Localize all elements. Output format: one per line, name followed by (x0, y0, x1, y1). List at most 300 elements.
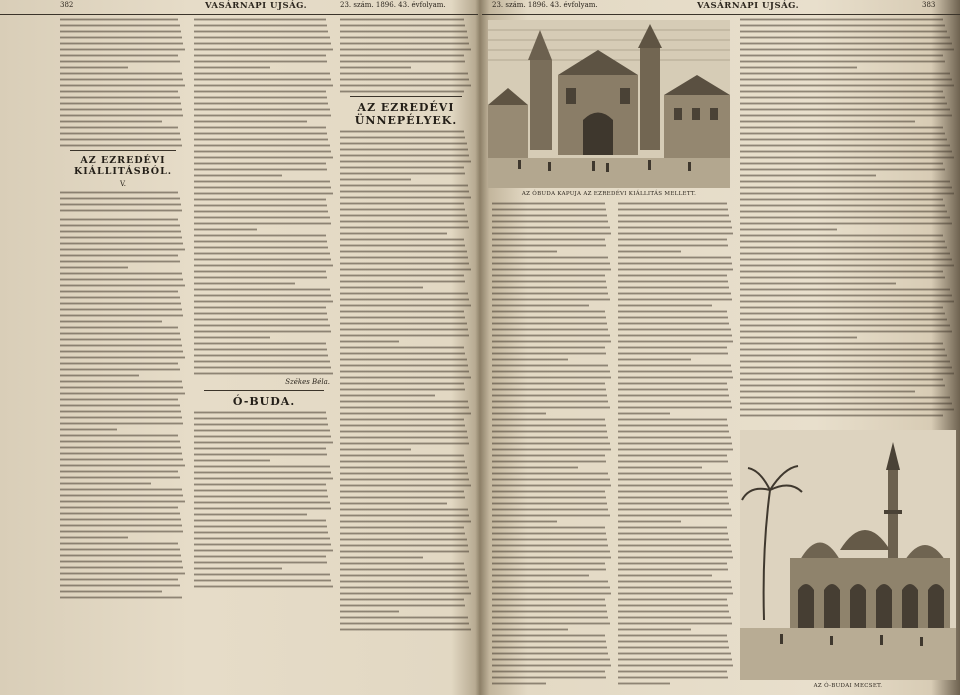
text-line (618, 364, 731, 367)
text-line (740, 138, 947, 141)
text-line (492, 412, 546, 415)
text-line (194, 30, 328, 33)
text-line (194, 180, 330, 183)
text-line (740, 348, 945, 351)
text-line (618, 394, 729, 397)
text-line (60, 66, 128, 69)
text-line (60, 560, 182, 563)
text-line (194, 354, 328, 357)
text-line (340, 244, 465, 247)
text-line (618, 418, 727, 421)
text-line (492, 298, 610, 301)
text-line (618, 670, 727, 673)
text-line (340, 142, 467, 145)
text-line (618, 286, 729, 289)
text-line (340, 268, 471, 271)
text-line (194, 330, 331, 333)
text-line (492, 466, 578, 469)
text-line (340, 526, 464, 529)
text-line (618, 502, 729, 505)
text-line (60, 42, 183, 45)
text-line (618, 442, 732, 445)
text-line (740, 192, 954, 195)
right-column-1 (492, 202, 612, 688)
text-line (618, 346, 727, 349)
text-line (60, 506, 178, 509)
text-line (340, 406, 469, 409)
obuda-gate-illustration (488, 20, 730, 188)
text-line (194, 336, 270, 339)
text-line (60, 132, 180, 135)
text-line (740, 198, 943, 201)
text-line (740, 156, 954, 159)
text-line (60, 266, 128, 269)
text-line (60, 120, 162, 123)
text-line (492, 478, 610, 481)
text-line (60, 476, 180, 479)
text-line (194, 138, 328, 141)
text-line (740, 372, 954, 375)
text-line (60, 248, 185, 251)
text-line (60, 404, 180, 407)
exhibition-signature: Székes Béla. (285, 378, 330, 386)
text-line (340, 520, 471, 523)
text-line (60, 536, 128, 539)
text-line (618, 388, 728, 391)
text-line (740, 168, 945, 171)
text-line (194, 318, 328, 321)
text-line (618, 508, 731, 511)
text-line (194, 549, 333, 552)
text-line (618, 622, 732, 625)
text-line (340, 604, 465, 607)
text-line (194, 264, 333, 267)
text-line (340, 304, 471, 307)
text-line (740, 48, 954, 51)
text-line (194, 561, 327, 564)
text-line (492, 538, 607, 541)
text-line (618, 550, 732, 553)
text-line (194, 228, 257, 231)
text-line (340, 48, 471, 51)
text-line (618, 586, 732, 589)
text-line (618, 526, 727, 529)
text-line (618, 304, 712, 307)
text-line (340, 412, 471, 415)
text-line (194, 300, 333, 303)
text-line (618, 478, 732, 481)
text-line (618, 274, 727, 277)
text-line (740, 288, 950, 291)
text-line (492, 472, 608, 475)
text-line (492, 226, 610, 229)
text-line (194, 132, 327, 135)
text-line (340, 184, 468, 187)
text-line (194, 126, 326, 129)
text-line (492, 514, 610, 517)
text-line (340, 256, 468, 259)
text-line (340, 208, 465, 211)
text-line (492, 646, 607, 649)
text-line (194, 48, 333, 51)
text-line (194, 513, 307, 516)
text-line (60, 578, 178, 581)
text-line (618, 436, 731, 439)
text-line (60, 518, 181, 521)
text-line (492, 286, 607, 289)
left-column-2 (194, 18, 334, 591)
text-line (194, 429, 330, 432)
text-line (740, 66, 857, 69)
text-line (194, 519, 326, 522)
text-line (60, 18, 178, 21)
text-line (618, 412, 670, 415)
text-line (740, 180, 950, 183)
text-line (740, 114, 952, 117)
text-line (740, 150, 952, 153)
text-line (618, 628, 691, 631)
text-line (340, 160, 471, 163)
text-line (60, 362, 178, 365)
text-line (194, 537, 330, 540)
text-line (340, 442, 469, 445)
text-line (740, 36, 950, 39)
text-line (60, 218, 178, 221)
text-line (492, 220, 608, 223)
text-line (340, 580, 468, 583)
text-line (340, 364, 468, 367)
text-line (492, 370, 610, 373)
text-line (492, 406, 610, 409)
text-line (740, 54, 943, 57)
text-line (340, 538, 467, 541)
text-line (60, 392, 185, 395)
left-issue-info: 23. szám. 1896. 43. évfolyam. (340, 1, 446, 9)
text-line (60, 138, 181, 141)
text-line (194, 507, 331, 510)
text-line (618, 544, 731, 547)
text-line (618, 232, 733, 235)
text-line (492, 568, 606, 571)
text-line (618, 400, 731, 403)
text-line (194, 60, 327, 63)
text-line (340, 388, 465, 391)
text-line (340, 448, 411, 451)
text-line (60, 36, 182, 39)
text-line (740, 216, 950, 219)
text-line (340, 454, 464, 457)
text-line (492, 484, 611, 487)
text-line (194, 294, 331, 297)
text-line (60, 191, 178, 194)
text-line (340, 18, 464, 21)
text-line (194, 525, 327, 528)
left-page-header (0, 0, 478, 15)
text-line (618, 616, 731, 619)
text-line (740, 120, 915, 123)
text-line (60, 84, 185, 87)
text-line (60, 338, 181, 341)
text-line (492, 598, 605, 601)
text-line (340, 598, 464, 601)
text-line (340, 610, 399, 613)
right-page (482, 0, 960, 695)
text-line (340, 466, 467, 469)
text-line (618, 640, 728, 643)
text-line (740, 42, 952, 45)
text-line (340, 490, 464, 493)
text-line (492, 232, 611, 235)
text-line (194, 42, 331, 45)
text-line (618, 220, 731, 223)
text-line (340, 328, 468, 331)
text-line (340, 60, 465, 63)
text-line (618, 334, 732, 337)
text-line (340, 148, 468, 151)
text-line (340, 334, 469, 337)
text-line (618, 208, 728, 211)
text-line (194, 288, 330, 291)
text-line (340, 292, 468, 295)
text-line (194, 531, 328, 534)
text-line (60, 242, 183, 245)
text-line (618, 406, 732, 409)
right-page-header (482, 0, 960, 15)
text-line (740, 336, 857, 339)
text-line (60, 90, 178, 93)
text-line (60, 230, 181, 233)
text-line (60, 224, 180, 227)
text-line (194, 240, 327, 243)
text-line (194, 360, 330, 363)
obuda-heading: Ó-BUDA. (232, 395, 296, 408)
text-line (340, 616, 468, 619)
text-line (60, 566, 183, 569)
text-line (618, 634, 727, 637)
text-line (740, 378, 943, 381)
text-line (60, 284, 185, 287)
text-line (340, 154, 469, 157)
text-line (340, 376, 471, 379)
text-line (60, 530, 183, 533)
text-line (60, 126, 178, 129)
text-line (60, 236, 182, 239)
text-line (618, 514, 732, 517)
text-line (60, 494, 183, 497)
text-line (194, 18, 326, 21)
text-line (60, 290, 178, 293)
text-line (492, 268, 611, 271)
text-line (60, 326, 178, 329)
text-line (618, 484, 733, 487)
text-line (618, 316, 728, 319)
text-line (340, 250, 467, 253)
text-line (740, 270, 943, 273)
text-line (194, 483, 326, 486)
text-line (618, 454, 727, 457)
text-line (492, 310, 605, 313)
text-line (618, 496, 728, 499)
text-line (340, 280, 465, 283)
text-line (740, 246, 947, 249)
text-line (618, 646, 729, 649)
text-line (194, 36, 330, 39)
text-line (194, 366, 331, 369)
text-line (194, 258, 331, 261)
text-line (340, 72, 468, 75)
text-line (492, 562, 605, 565)
text-line (492, 250, 557, 253)
text-line (340, 508, 468, 511)
text-line (618, 268, 733, 271)
text-line (340, 54, 464, 57)
obuda-mosque-illustration (740, 430, 956, 680)
text-line (194, 423, 328, 426)
text-line (340, 232, 447, 235)
text-line (340, 30, 467, 33)
text-line (60, 368, 180, 371)
text-line (618, 256, 731, 259)
text-line (340, 430, 467, 433)
text-line (60, 374, 139, 377)
text-line (740, 210, 947, 213)
text-line (60, 422, 183, 425)
text-line (340, 24, 465, 27)
text-line (194, 108, 330, 111)
text-line (340, 274, 464, 277)
text-line (618, 358, 691, 361)
text-line (340, 172, 465, 175)
text-line (60, 500, 185, 503)
text-line (492, 628, 568, 631)
text-line (492, 430, 607, 433)
text-line (194, 102, 328, 105)
text-line (60, 584, 180, 587)
text-line (60, 512, 180, 515)
text-line (740, 18, 943, 21)
text-line (492, 580, 608, 583)
text-line (618, 658, 732, 661)
text-line (618, 238, 727, 241)
text-line (492, 658, 610, 661)
text-line (60, 332, 180, 335)
mosque-caption: AZ Ó-BUDAI MECSET. (813, 683, 883, 689)
text-line (340, 310, 464, 313)
text-line (60, 452, 182, 455)
text-line (492, 274, 605, 277)
text-line (60, 272, 182, 275)
text-line (194, 501, 330, 504)
text-line (194, 489, 327, 492)
text-line (618, 676, 728, 679)
text-line (60, 209, 182, 212)
text-line (194, 120, 307, 123)
text-line (194, 477, 333, 480)
text-line (492, 292, 608, 295)
text-line (340, 568, 465, 571)
text-line (194, 246, 328, 249)
text-line (492, 508, 608, 511)
text-line (740, 324, 950, 327)
text-line (618, 574, 712, 577)
text-line (740, 174, 876, 177)
exhibition-part: V. (119, 180, 127, 188)
text-line (618, 466, 702, 469)
text-line (492, 652, 608, 655)
text-line (60, 590, 162, 593)
text-line (618, 376, 733, 379)
text-line (340, 346, 464, 349)
text-line (194, 417, 327, 420)
text-line (340, 78, 469, 81)
text-line (60, 24, 180, 27)
text-line (492, 394, 607, 397)
text-line (60, 446, 181, 449)
text-line (60, 488, 182, 491)
text-line (340, 298, 469, 301)
text-line (194, 24, 327, 27)
text-line (194, 90, 326, 93)
text-line (194, 342, 326, 345)
text-line (740, 228, 837, 231)
text-line (740, 84, 954, 87)
text-line (492, 604, 606, 607)
text-line (740, 360, 950, 363)
text-line (60, 416, 182, 419)
text-line (740, 132, 945, 135)
text-line (740, 24, 945, 27)
text-line (740, 282, 896, 285)
text-line (60, 350, 183, 353)
text-line (740, 144, 950, 147)
text-line (194, 210, 328, 213)
text-line (618, 292, 731, 295)
text-line (60, 524, 182, 527)
text-line (194, 114, 331, 117)
text-line (492, 256, 608, 259)
text-line (492, 304, 589, 307)
text-line (60, 398, 178, 401)
text-line (618, 562, 727, 565)
text-line (340, 84, 471, 87)
text-line (618, 424, 728, 427)
text-line (194, 222, 331, 225)
text-line (340, 496, 465, 499)
text-line (740, 126, 943, 129)
text-line (740, 258, 952, 261)
text-line (618, 370, 732, 373)
text-line (740, 300, 954, 303)
text-line (60, 410, 181, 413)
text-line (618, 538, 729, 541)
text-line (492, 418, 605, 421)
text-line (340, 562, 464, 565)
text-line (194, 270, 326, 273)
text-line (492, 544, 608, 547)
text-line (194, 276, 327, 279)
text-line (340, 394, 435, 397)
text-line (492, 334, 610, 337)
text-line (340, 436, 468, 439)
text-line (60, 278, 183, 281)
text-line (340, 90, 464, 93)
text-line (492, 388, 606, 391)
text-line (60, 96, 180, 99)
text-line (492, 442, 610, 445)
text-line (60, 54, 178, 57)
text-line (194, 348, 327, 351)
text-line (618, 250, 681, 253)
